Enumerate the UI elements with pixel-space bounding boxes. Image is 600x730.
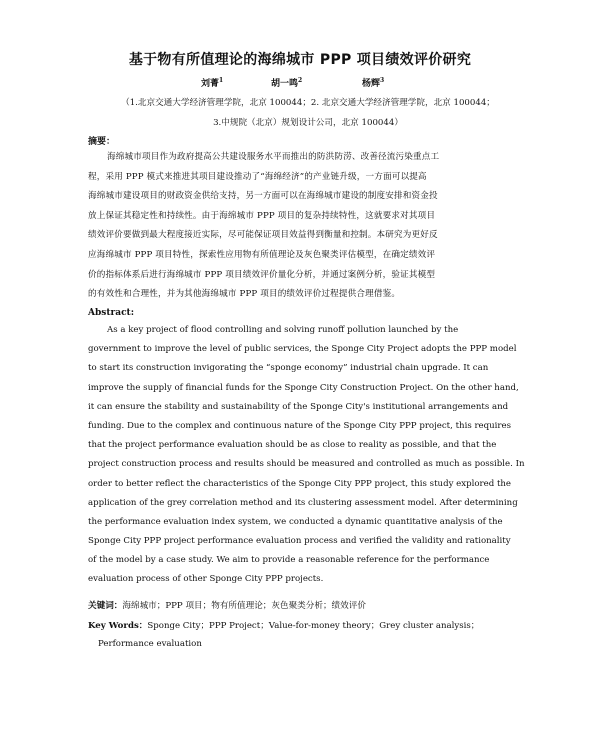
abstract-en-line: that the project performance evaluation should be as close to reality as possible, and that the xyxy=(88,440,497,451)
abstract-cn-line: 放上保证其稳定性和持续性。由于海绵城市 PPP 项目的复杂持续特性，这就要求对其项目 xyxy=(88,210,436,221)
abstract-en-line: the performance evaluation index system, we conducted a dynamic quantitative analysis of the xyxy=(88,516,503,527)
author-1 xyxy=(201,76,223,89)
keywords-en xyxy=(88,619,479,631)
abstract-cn-line: 绩效评价要做到最大程度接近实际，尽可能保证项目效益得到衡量和控制。本研究为更好反 xyxy=(88,230,438,241)
abstract-en-line: evaluation process of other Sponge City PPP projects. xyxy=(88,574,324,585)
author-3-name: 杨辉 xyxy=(362,79,381,89)
abstract-cn-body xyxy=(88,148,514,305)
abstract-cn-line: 海绵城市项目作为政府提高公共建设服务水平而推出的防洪防涝、改善径流污染重点工 xyxy=(107,152,440,162)
abstract-cn-line: 海绵城市建设项目的财政资金供给支持，另一方面可以在海绵城市建设的制度安排和资金投 xyxy=(88,191,438,202)
abstract-en-line: government to improve the level of public services, the Sponge City Project adopts the PPP model xyxy=(88,344,517,355)
abstract-en-line: of the model by a case study. We aim to provide a reasonable reference for the performance xyxy=(88,555,490,566)
keywords-en-continued: Performance evaluation xyxy=(98,639,202,649)
author-1-mark: 1 xyxy=(219,77,224,84)
author-2 xyxy=(271,76,302,89)
abstract-en-line: As a key project of flood controlling and solving runoff pollution launched by the xyxy=(107,325,459,335)
keywords-cn xyxy=(88,599,366,611)
abstract-en-line: improve the supply of financial funds for the Sponge City Construction Project. On the other hand, xyxy=(88,382,519,393)
abstract-cn-line: 价的指标体系后进行海绵城市 PPP 项目绩效评价量化分析，并通过案例分析，验证其模型 xyxy=(88,269,436,280)
abstract-en-line: order to better reflect the characteristics of the Sponge City PPP project, this study explored the xyxy=(88,478,512,489)
paper-title: 基于物有所值理论的海绵城市 PPP 项目绩效评价研究 xyxy=(128,52,472,68)
keywords-en-label: Key Words： xyxy=(88,621,148,631)
abstract-cn-heading: 摘要： xyxy=(88,137,116,147)
abstract-en-line: it can ensure the stability and sustainability of the Sponge City's institutional arrangements and xyxy=(88,401,509,412)
abstract-en-line: funding. Due to the complex and continuous nature of the Sponge City PPP project, this requires xyxy=(88,420,512,431)
abstract-en-line: to start its construction invigorating the “sponge economy” industrial chain upgrade. It can xyxy=(88,363,489,374)
abstract-cn-line: 应海绵城市 PPP 项目特性，探索性应用物有所值理论及灰色聚类评估模型，在确定绩效评 xyxy=(88,249,436,260)
abstract-en-body xyxy=(88,321,525,590)
keywords-cn-label: 关键词： xyxy=(88,601,123,611)
abstract-en-line: Sponge City PPP project performance evaluation process and verified the validity and rationality xyxy=(88,536,511,547)
abstract-cn-line: 的有效性和合理性，并为其他海绵城市 PPP 项目的绩效评价过程提供合理借鉴。 xyxy=(88,289,401,300)
author-1-name: 刘菁 xyxy=(201,79,220,89)
affiliation-line-2: 3.中规院（北京）规划设计公司，北京 100044） xyxy=(213,118,403,128)
affiliation-line-1: （1.北京交通大学经济管理学院，北京 100044；2. 北京交通大学经济管理学院，北京 100044； xyxy=(121,98,495,108)
keywords-en-text: Sponge City；PPP Project；Value-for-money theory；Grey cluster analysis； xyxy=(147,621,480,631)
author-3-mark: 3 xyxy=(380,77,385,84)
keywords-cn-text: 海绵城市；PPP 项目；物有所值理论；灰色聚类分析；绩效评价 xyxy=(122,601,366,611)
author-2-mark: 2 xyxy=(298,77,303,84)
abstract-en-heading: Abstract: xyxy=(88,308,135,318)
abstract-en-line: application of the grey correlation method and its clustering assessment model. After determining xyxy=(88,497,518,508)
abstract-en-line: project construction process and results should be measured and controlled as much as possible. In xyxy=(88,459,525,470)
author-2-name: 胡一鸣 xyxy=(271,79,299,89)
abstract-cn-line: 程，采用 PPP 模式来推进其项目建设推动了“海绵经济”的产业链升级，一方面可以提高 xyxy=(88,171,427,182)
author-3 xyxy=(362,76,384,89)
